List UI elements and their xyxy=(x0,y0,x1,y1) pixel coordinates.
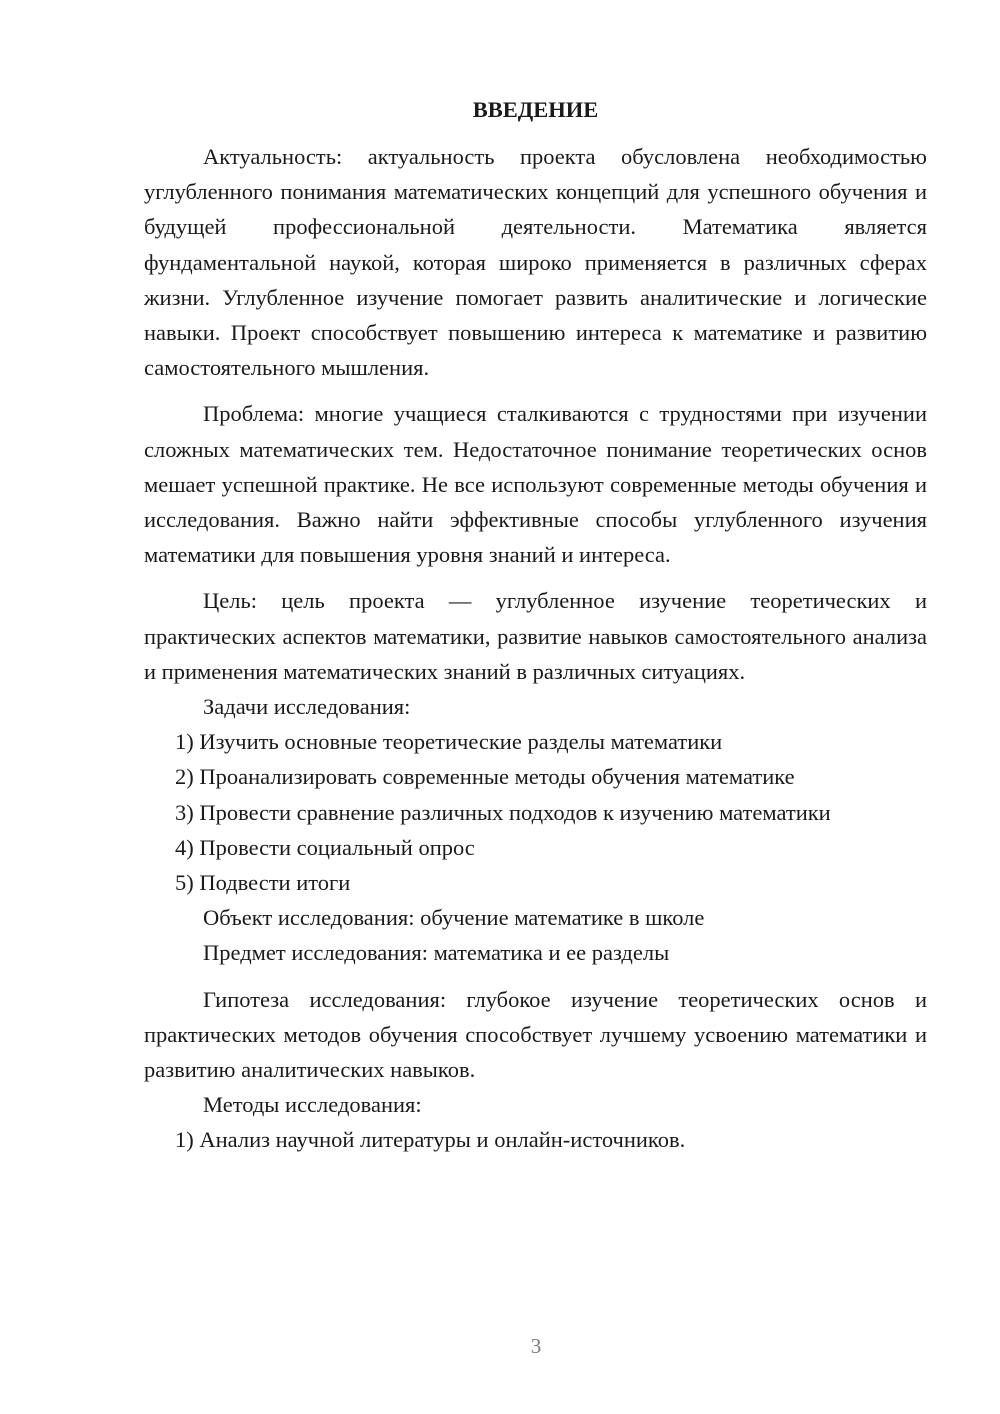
list-item: 3) Провести сравнение различных подходов к изучению математики xyxy=(175,799,831,825)
tasks-list xyxy=(144,724,927,900)
page-number: 3 xyxy=(530,1334,542,1358)
list-item: 2) Проанализировать современные методы обучения математике xyxy=(175,764,795,790)
paragraph-hypothesis: Гипотеза исследования: глубокое изучение теоретических основ и практических методов обучения способствует лучшему усвоению математики и развитию аналитических навыков. xyxy=(144,986,927,1083)
research-subject: Предмет исследования: математика и ее разделы xyxy=(203,940,670,966)
paragraph-problem: Проблема: многие учащиеся сталкиваются с трудностями при изучении сложных математических тем. Недостаточное понимание теоретических основ мешает успешной практике. Не все используют современные методы обучения и исследования. Важно найти эффективные способы углубленного изучения математики для повышения уровня знаний и интереса. xyxy=(144,401,927,568)
list-item: 1) Анализ научной литературы и онлайн-источников. xyxy=(175,1127,686,1153)
paragraph-relevance: Актуальность: актуальность проекта обусловлена необходимостью углубленного понимания математических концепций для успешного обучения и будущей профессиональной деятельности. Математика является фундаментальной наукой, которая широко применяется в различных сферах жизни. Углубленное изучение помогает развить аналитические и логические навыки. Проект способствует повышению интереса к математике и развитию самостоятельного мышления. xyxy=(144,144,927,381)
list-item: 1) Изучить основные теоретические разделы математики xyxy=(175,729,723,755)
section-title: ВВЕДЕНИЕ xyxy=(472,97,599,122)
research-object: Объект исследования: обучение математике в школе xyxy=(203,905,705,931)
methods-list xyxy=(144,1122,927,1157)
tasks-heading: Задачи исследования: xyxy=(203,694,411,720)
document-body xyxy=(144,92,927,1158)
paragraph-goal: Цель: цель проекта — углубленное изучение теоретических и практических аспектов математики, развитие навыков самостоятельного анализа и применения математических знаний в различных ситуациях. xyxy=(144,588,927,684)
list-item: 5) Подвести итоги xyxy=(175,870,351,896)
methods-heading: Методы исследования: xyxy=(203,1092,422,1118)
list-item: 4) Провести социальный опрос xyxy=(175,834,475,860)
